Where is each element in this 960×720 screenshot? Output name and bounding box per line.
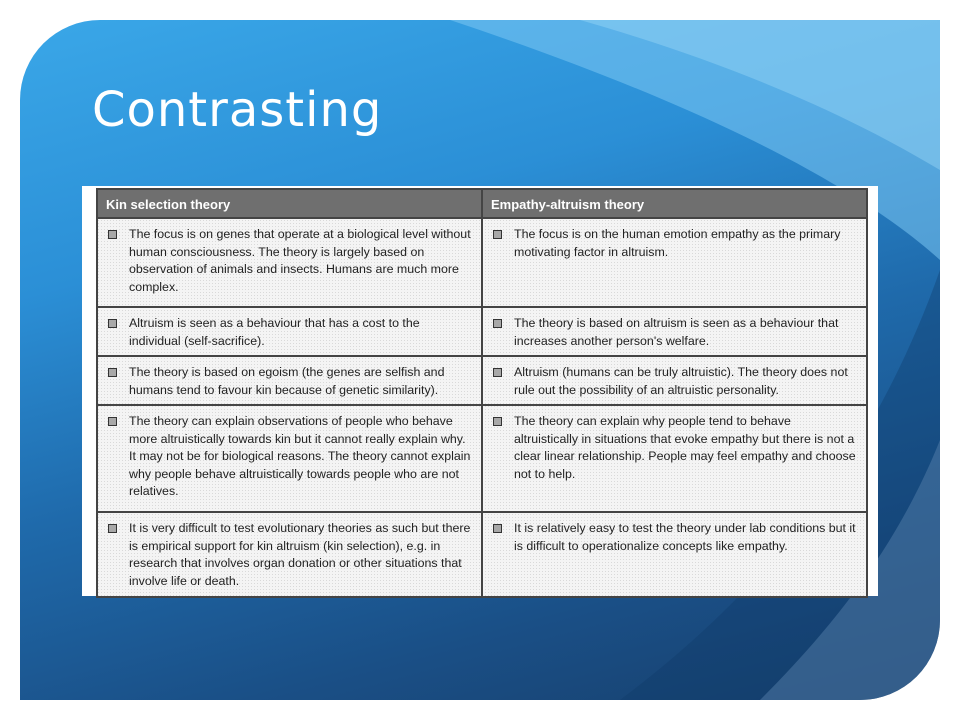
table-header-row: [97, 189, 867, 218]
table-cell: [97, 405, 482, 512]
square-bullet-icon: [108, 417, 117, 426]
cell-text: The theory can explain why people tend to behave altruistically in situations that evoke empathy but there is not a clear linear relationship. People may feel empathy and choose not to help.: [514, 414, 856, 481]
square-bullet-icon: [493, 368, 502, 377]
cell-text: It is very difficult to test evolutionary theories as such but there is empirical support for kin altruism (kin selection), e.g. in research that involves organ donation or other situations that involve life or death.: [129, 521, 471, 588]
table-row: [97, 512, 867, 597]
table-cell: [482, 307, 867, 356]
table-cell: [97, 356, 482, 405]
square-bullet-icon: [493, 319, 502, 328]
column-header-empathy-altruism: Empathy-altruism theory: [482, 189, 867, 218]
slide-title: Contrasting: [92, 82, 383, 138]
square-bullet-icon: [108, 524, 117, 533]
table-cell: [97, 218, 482, 307]
square-bullet-icon: [108, 230, 117, 239]
slide: [20, 20, 940, 700]
table-row: [97, 218, 867, 307]
table-row: [97, 356, 867, 405]
comparison-table: [96, 188, 868, 598]
table-cell: [482, 405, 867, 512]
square-bullet-icon: [493, 417, 502, 426]
square-bullet-icon: [108, 368, 117, 377]
table-cell: [482, 218, 867, 307]
table-cell: [97, 307, 482, 356]
table-row: [97, 405, 867, 512]
scanned-comparison-document: [82, 186, 878, 596]
table-cell: [482, 512, 867, 597]
cell-text: It is relatively easy to test the theory under lab conditions but it is difficult to operationalize concepts like empathy.: [514, 521, 856, 553]
cell-text: Altruism is seen as a behaviour that has a cost to the individual (self-sacrifice).: [129, 316, 420, 348]
square-bullet-icon: [493, 524, 502, 533]
cell-text: The theory is based on egoism (the genes are selfish and humans tend to favour kin because of genetic similarity).: [129, 365, 445, 397]
cell-text: The focus is on genes that operate at a biological level without human consciousness. The theory is largely based on observation of animals and insects. Humans are much more complex.: [129, 227, 471, 294]
square-bullet-icon: [108, 319, 117, 328]
table-cell: [482, 356, 867, 405]
column-header-kin-selection: Kin selection theory: [97, 189, 482, 218]
cell-text: Altruism (humans can be truly altruistic). The theory does not rule out the possibility of an altruistic personality.: [514, 365, 848, 397]
table-cell: [97, 512, 482, 597]
table-row: [97, 307, 867, 356]
cell-text: The focus is on the human emotion empathy as the primary motivating factor in altruism.: [514, 227, 841, 259]
square-bullet-icon: [493, 230, 502, 239]
cell-text: The theory can explain observations of people who behave more altruistically towards kin but it cannot really explain why. It may not be for biological reasons. The theory cannot explain why people behave altruistically towards people who are not relatives.: [129, 414, 471, 498]
cell-text: The theory is based on altruism is seen as a behaviour that increases another person's welfare.: [514, 316, 839, 348]
